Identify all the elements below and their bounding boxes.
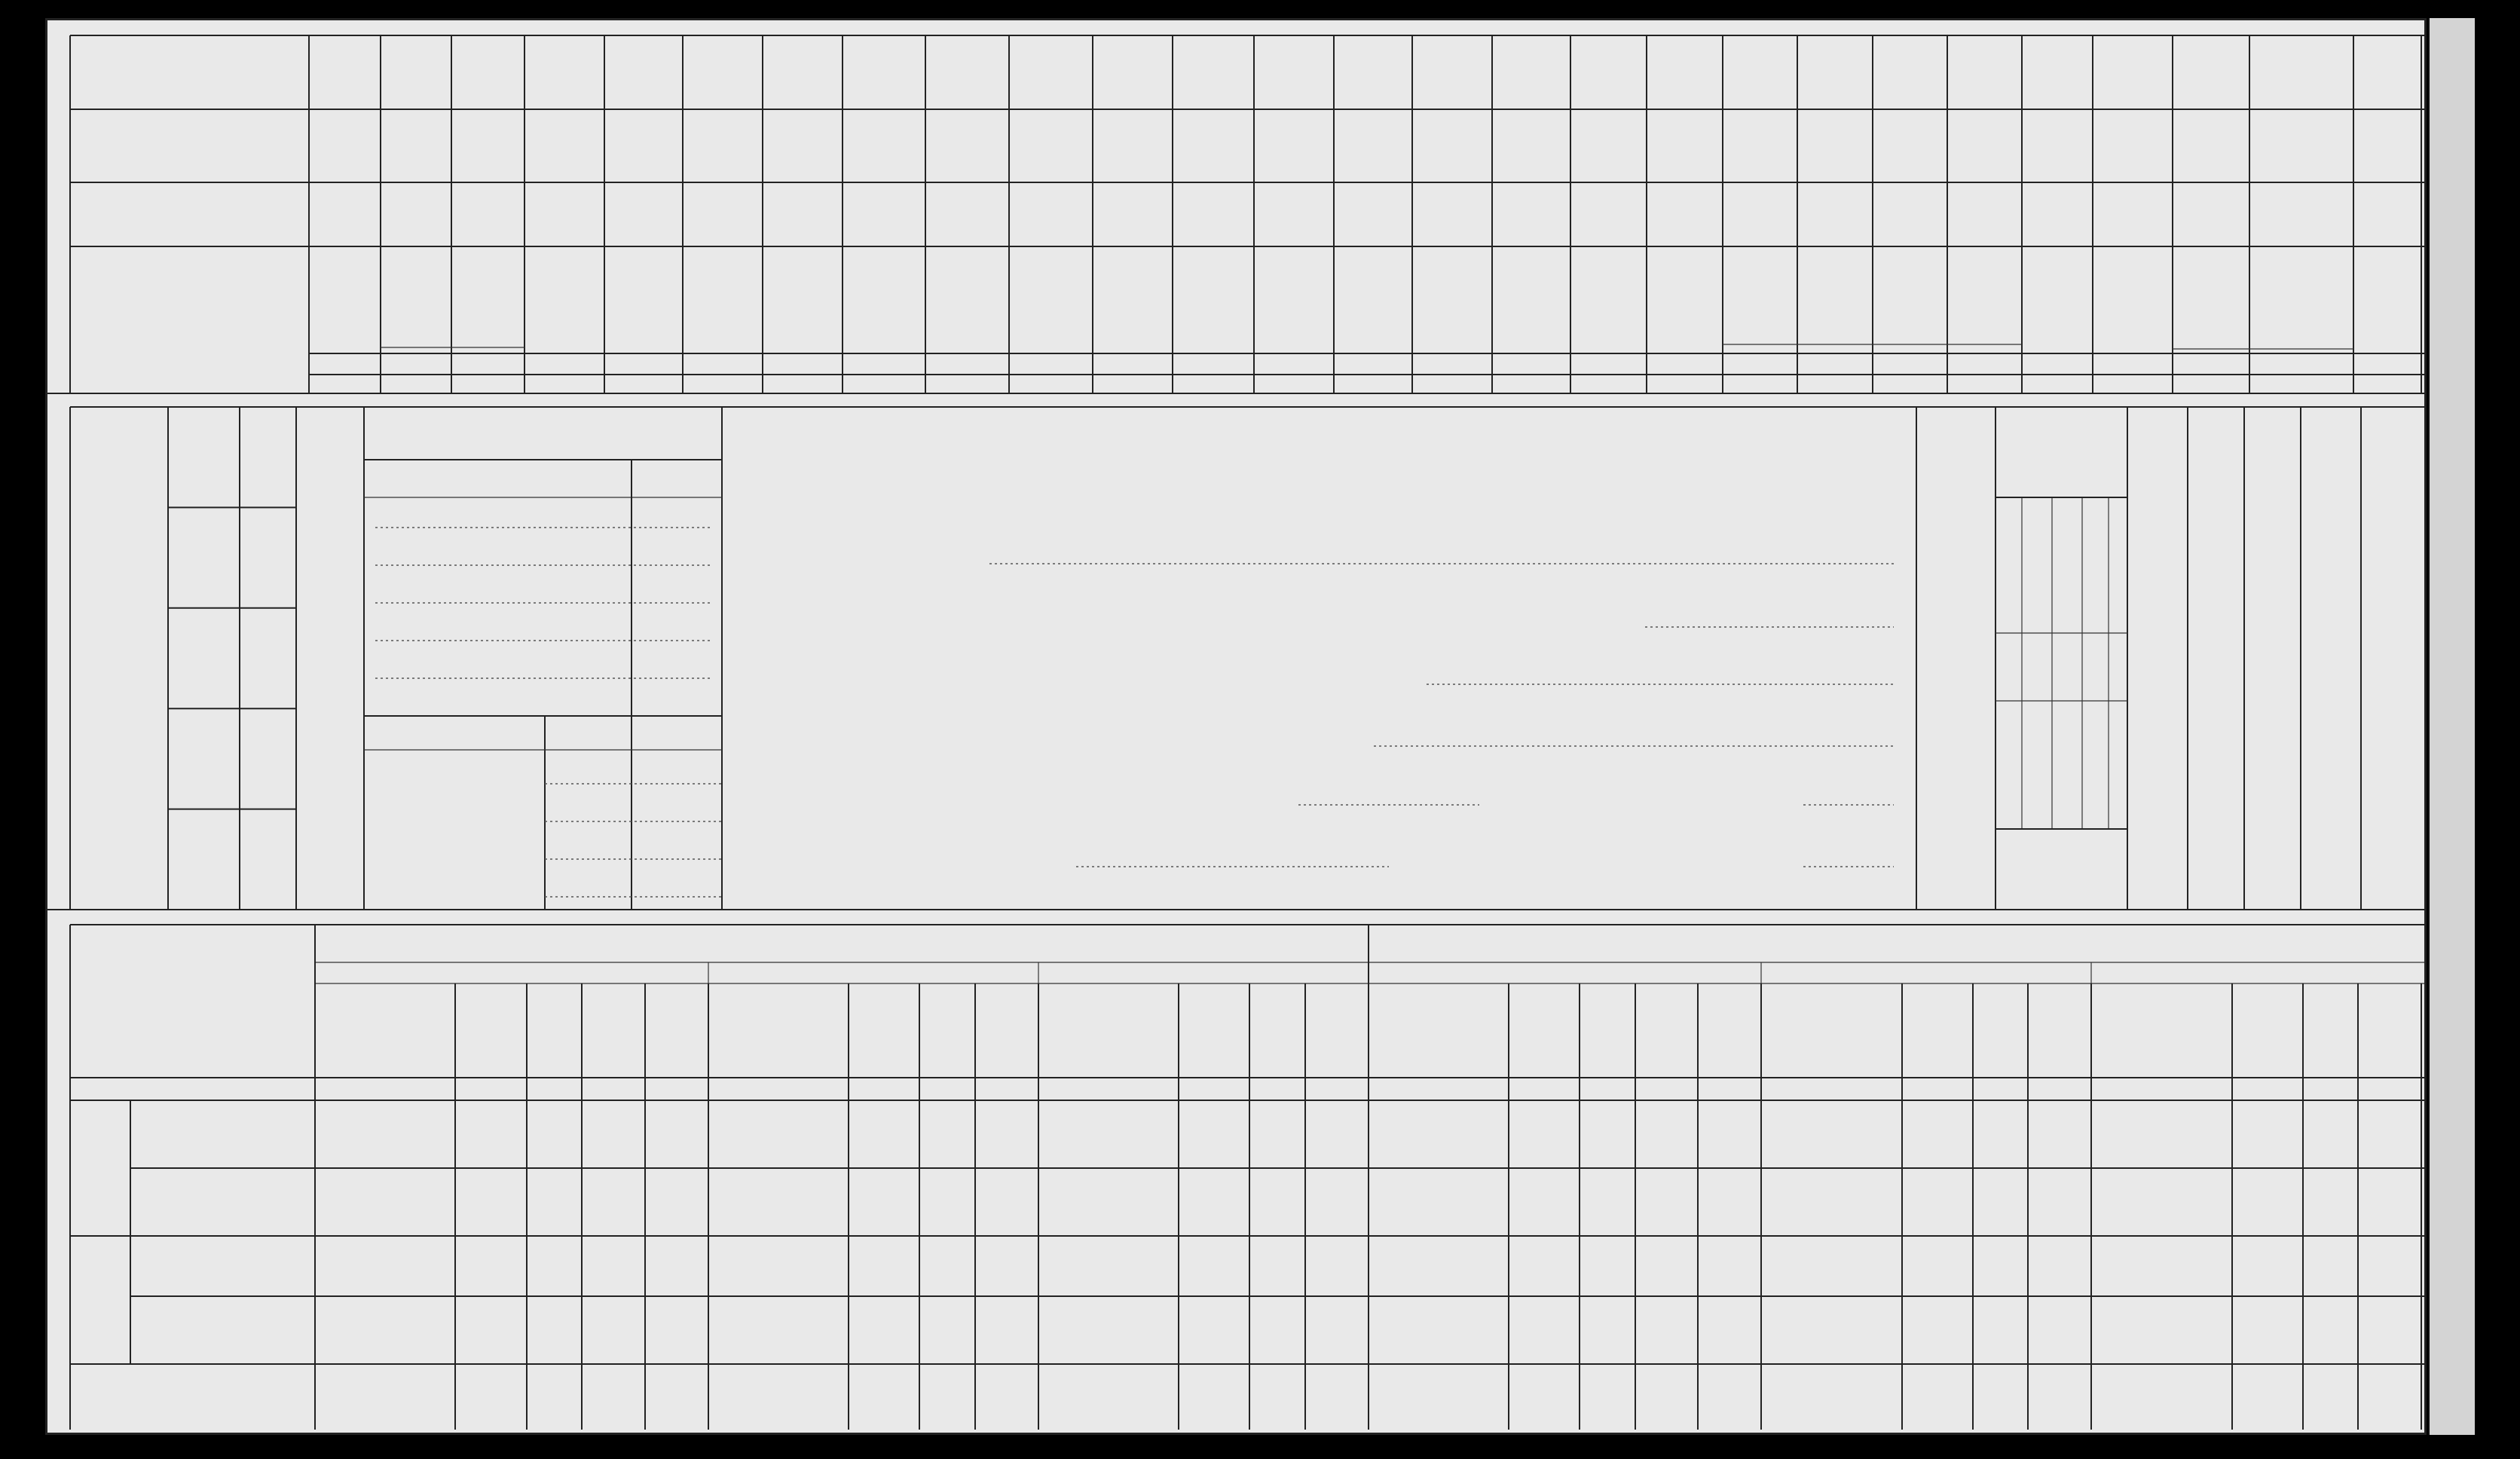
form-grid-lines [47, 20, 2427, 1435]
census-form-sheet [45, 18, 2427, 1435]
page-edge [2428, 18, 2475, 1435]
